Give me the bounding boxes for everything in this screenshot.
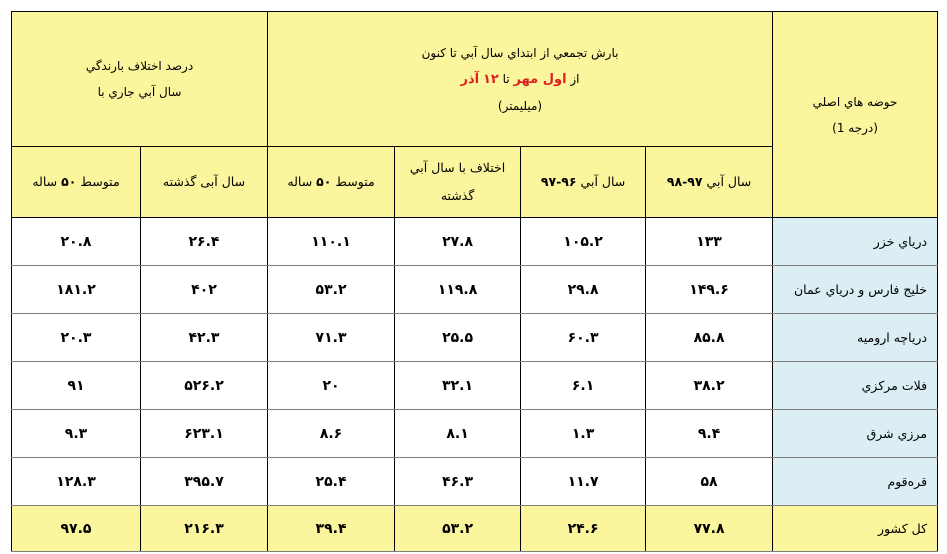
value-cell: ۲۵.۵ xyxy=(395,314,521,362)
value-cell: ۲۹.۸ xyxy=(521,266,646,314)
value-cell: ۲۶.۴ xyxy=(141,218,268,266)
rain-header-unit: (ميليمتر) xyxy=(497,98,543,113)
value-cell: ۱۴۹.۶ xyxy=(646,266,773,314)
value-cell: ۵۸ xyxy=(646,458,773,506)
value-cell: ۱۳۳ xyxy=(646,218,773,266)
value-cell: ۳۲.۱ xyxy=(395,362,521,410)
basin-column-header: حوضه هاي اصلي (درجه 1) xyxy=(773,12,938,218)
value-cell: ۱۱۰.۱ xyxy=(268,218,395,266)
value-cell: ۵۳.۲ xyxy=(268,266,395,314)
value-cell: ۸.۱ xyxy=(395,410,521,458)
total-value: ۳۹.۴ xyxy=(268,506,395,552)
basin-name: خليج فارس و درياي عمان xyxy=(773,266,938,314)
value-cell: ۴۰۲ xyxy=(141,266,268,314)
basin-name: مرزي شرق xyxy=(773,410,938,458)
table-row xyxy=(12,266,938,314)
basin-name: فلات مركزي xyxy=(773,362,938,410)
basin-name: قره‌قوم xyxy=(773,458,938,506)
value-cell: ۹۱ xyxy=(12,362,141,410)
subheader-pct-last-year: سال آبی گذشته xyxy=(141,147,268,218)
total-value: ۵۳.۲ xyxy=(395,506,521,552)
value-cell: ۲۰ xyxy=(268,362,395,410)
value-cell: ۱۱.۷ xyxy=(521,458,646,506)
value-cell: ۶۰.۳ xyxy=(521,314,646,362)
end-month: آذر xyxy=(460,71,480,87)
value-cell: ۶.۱ xyxy=(521,362,646,410)
value-cell: ۱۱۹.۸ xyxy=(395,266,521,314)
basin-name: درياچه اروميه xyxy=(773,314,938,362)
value-cell: ۱.۳ xyxy=(521,410,646,458)
total-row xyxy=(12,506,938,552)
start-date: اول مهر xyxy=(513,71,567,87)
value-cell: ۸.۶ xyxy=(268,410,395,458)
value-cell: ۱۰۵.۲ xyxy=(521,218,646,266)
rainfall-table xyxy=(11,11,938,552)
value-cell: ۱۸۱.۲ xyxy=(12,266,141,314)
total-value: ۹۷.۵ xyxy=(12,506,141,552)
subheader-avg50-pct: متوسط ۵۰ ساله xyxy=(12,147,141,218)
total-value: ۲۱۶.۳ xyxy=(141,506,268,552)
basin-name: درياي خزر xyxy=(773,218,938,266)
value-cell: ۸۵.۸ xyxy=(646,314,773,362)
value-cell: ۱۲۸.۳ xyxy=(12,458,141,506)
table-row xyxy=(12,458,938,506)
value-cell: ۶۲۳.۱ xyxy=(141,410,268,458)
value-cell: ۲۰.۸ xyxy=(12,218,141,266)
rain-header-line1: بارش تجمعي از ابتداي سال آبي تا كنون xyxy=(421,45,619,60)
total-label: كل كشور xyxy=(773,506,938,552)
value-cell: ۷۱.۳ xyxy=(268,314,395,362)
total-value: ۲۴.۶ xyxy=(521,506,646,552)
end-day: ۱۲ xyxy=(482,71,499,87)
table-row xyxy=(12,218,938,266)
value-cell: ۹.۳ xyxy=(12,410,141,458)
table-row xyxy=(12,362,938,410)
table-row xyxy=(12,314,938,362)
value-cell: ۵۲۶.۲ xyxy=(141,362,268,410)
percent-difference-header: درصد اختلاف بارندگي سال آبي جاري با xyxy=(12,12,268,147)
value-cell: ۲۷.۸ xyxy=(395,218,521,266)
subheader-year-9697: سال آبي ۹۶-۹۷ xyxy=(521,147,646,218)
value-cell: ۳۸.۲ xyxy=(646,362,773,410)
cumulative-rainfall-header xyxy=(268,12,773,147)
total-value: ۷۷.۸ xyxy=(646,506,773,552)
rain-header-line2: از اول مهر تا ۱۲ آذر xyxy=(460,71,580,87)
value-cell: ۲۰.۳ xyxy=(12,314,141,362)
value-cell: ۲۵.۴ xyxy=(268,458,395,506)
value-cell: ۴۲.۳ xyxy=(141,314,268,362)
value-cell: ۳۹۵.۷ xyxy=(141,458,268,506)
subheader-diff-last-year: اختلاف با سال آبي گذشته xyxy=(395,147,521,218)
subheader-avg50-rain: متوسط ۵۰ ساله xyxy=(268,147,395,218)
table-row xyxy=(12,410,938,458)
subheader-year-9798: سال آبي ۹۷-۹۸ xyxy=(646,147,773,218)
value-cell: ۹.۴ xyxy=(646,410,773,458)
value-cell: ۴۶.۳ xyxy=(395,458,521,506)
